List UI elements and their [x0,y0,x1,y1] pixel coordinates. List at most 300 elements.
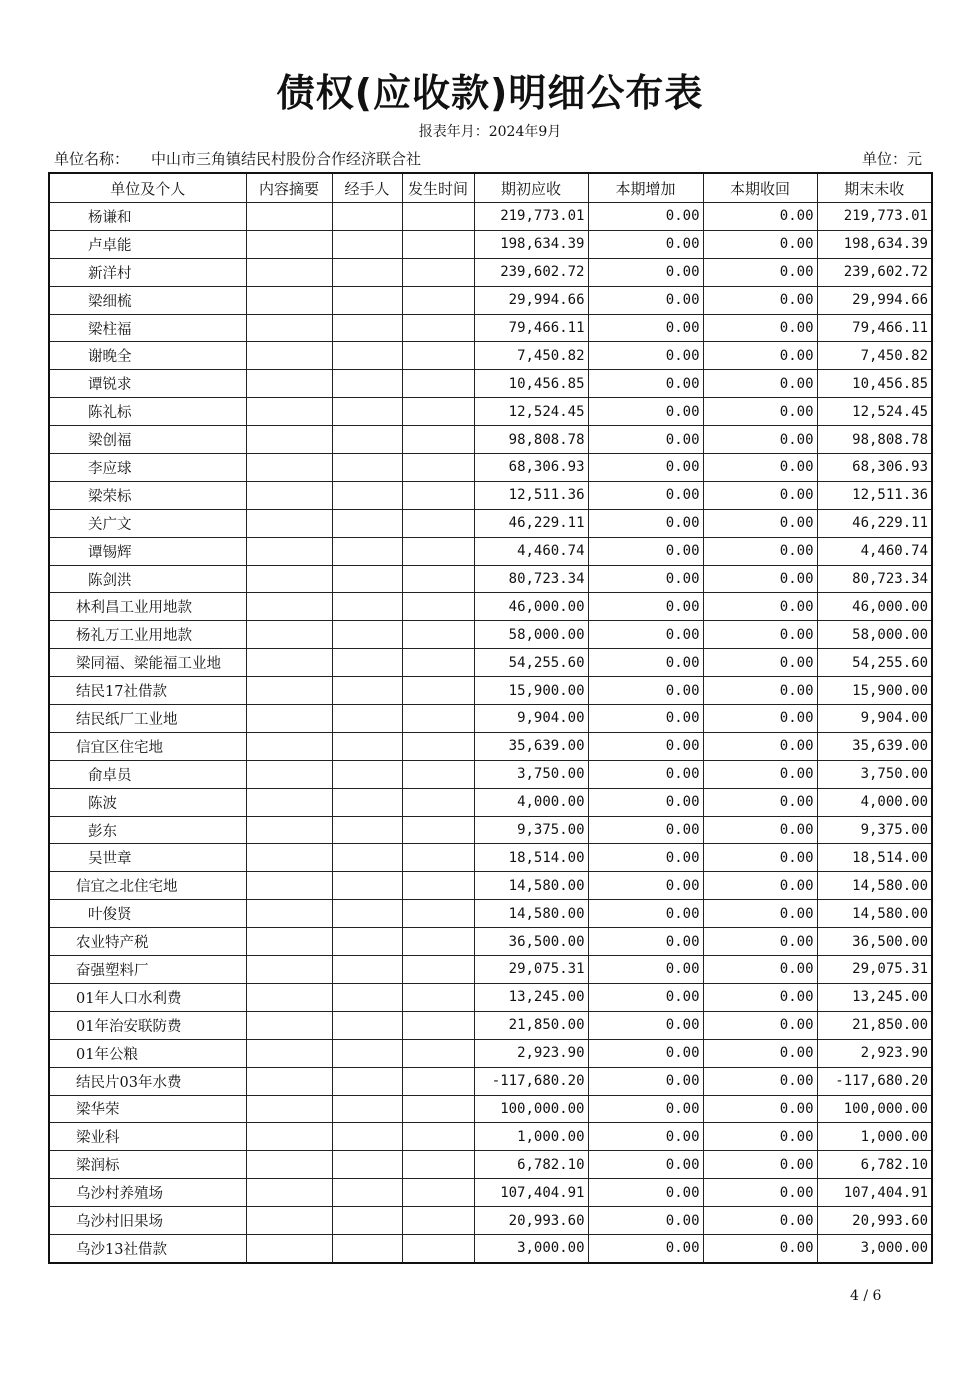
cell-handler [332,342,402,370]
cell-recovered: 0.00 [703,509,817,537]
cell-date [402,928,474,956]
cell-recovered: 0.00 [703,1123,817,1151]
cell-recovered: 0.00 [703,1039,817,1067]
cell-entity: 结民片03年水费 [49,1067,246,1095]
cell-increase: 0.00 [588,1011,703,1039]
cell-handler [332,565,402,593]
cell-handler [332,509,402,537]
cell-closing: 79,466.11 [817,314,932,342]
cell-entity: 梁细梳 [49,286,246,314]
cell-entity: 01年公粮 [49,1039,246,1067]
table-row [49,705,932,733]
col-header-summary: 内容摘要 [246,173,332,203]
cell-increase: 0.00 [588,509,703,537]
cell-entity: 谭锡辉 [49,537,246,565]
cell-opening: 46,229.11 [474,509,588,537]
cell-entity: 农业特产税 [49,928,246,956]
cell-date [402,203,474,231]
cell-date [402,621,474,649]
cell-opening: 13,245.00 [474,983,588,1011]
cell-recovered: 0.00 [703,1179,817,1207]
cell-handler [332,956,402,984]
cell-summary [246,565,332,593]
cell-opening: 68,306.93 [474,454,588,482]
cell-opening: 100,000.00 [474,1095,588,1123]
cell-entity: 奋强塑料厂 [49,956,246,984]
cell-date [402,844,474,872]
cell-date [402,1151,474,1179]
cell-date [402,258,474,286]
cell-opening: 7,450.82 [474,342,588,370]
table-row [49,537,932,565]
cell-increase: 0.00 [588,900,703,928]
cell-increase: 0.00 [588,677,703,705]
cell-summary [246,314,332,342]
cell-handler [332,677,402,705]
cell-recovered: 0.00 [703,956,817,984]
cell-recovered: 0.00 [703,1067,817,1095]
cell-increase: 0.00 [588,621,703,649]
cell-closing: 12,511.36 [817,481,932,509]
unit-name: 中山市三角镇结民村股份合作经济联合社 [151,150,422,168]
table-row [49,1207,932,1235]
cell-recovered: 0.00 [703,649,817,677]
table-row [49,398,932,426]
cell-increase: 0.00 [588,398,703,426]
cell-entity: 吴世章 [49,844,246,872]
cell-increase: 0.00 [588,760,703,788]
cell-summary [246,760,332,788]
cell-opening: 3,000.00 [474,1234,588,1262]
cell-opening: 29,994.66 [474,286,588,314]
cell-handler [332,928,402,956]
cell-opening: 12,511.36 [474,481,588,509]
cell-closing: 107,404.91 [817,1179,932,1207]
cell-handler [332,481,402,509]
cell-handler [332,1067,402,1095]
cell-closing: 7,450.82 [817,342,932,370]
cell-date [402,1234,474,1262]
cell-recovered: 0.00 [703,1207,817,1235]
cell-opening: 21,850.00 [474,1011,588,1039]
cell-summary [246,844,332,872]
cell-closing: 68,306.93 [817,454,932,482]
cell-handler [332,872,402,900]
cell-closing: 9,375.00 [817,816,932,844]
cell-recovered: 0.00 [703,760,817,788]
cell-summary [246,230,332,258]
cell-date [402,872,474,900]
cell-increase: 0.00 [588,649,703,677]
table-row [49,481,932,509]
cell-closing: 58,000.00 [817,621,932,649]
table-row [49,649,932,677]
cell-date [402,314,474,342]
cell-increase: 0.00 [588,258,703,286]
cell-summary [246,1095,332,1123]
cell-date [402,900,474,928]
cell-recovered: 0.00 [703,844,817,872]
cell-date [402,732,474,760]
cell-entity: 信宜之北住宅地 [49,872,246,900]
cell-entity: 结民纸厂工业地 [49,705,246,733]
cell-date [402,983,474,1011]
table-row [49,844,932,872]
cell-summary [246,956,332,984]
cell-increase: 0.00 [588,537,703,565]
cell-recovered: 0.00 [703,286,817,314]
cell-entity: 结民17社借款 [49,677,246,705]
cell-opening: 35,639.00 [474,732,588,760]
cell-increase: 0.00 [588,203,703,231]
cell-opening: 79,466.11 [474,314,588,342]
cell-handler [332,314,402,342]
table-row [49,1095,932,1123]
table-row [49,286,932,314]
cell-summary [246,621,332,649]
table-row [49,370,932,398]
cell-handler [332,426,402,454]
cell-recovered: 0.00 [703,258,817,286]
cell-recovered: 0.00 [703,398,817,426]
cell-handler [332,370,402,398]
report-period: 报表年月：2024年9月 [418,124,562,140]
cell-entity: 关广文 [49,509,246,537]
cell-entity: 梁润标 [49,1151,246,1179]
cell-closing: 100,000.00 [817,1095,932,1123]
page-title: 债权(应收款)明细公布表 [276,71,704,115]
cell-opening: 9,904.00 [474,705,588,733]
cell-handler [332,788,402,816]
cell-increase: 0.00 [588,1234,703,1262]
cell-increase: 0.00 [588,454,703,482]
cell-opening: 219,773.01 [474,203,588,231]
cell-closing: 1,000.00 [817,1123,932,1151]
cell-summary [246,1067,332,1095]
receivables-table [48,172,933,1264]
cell-recovered: 0.00 [703,621,817,649]
cell-entity: 01年治安联防费 [49,1011,246,1039]
cell-recovered: 0.00 [703,872,817,900]
cell-handler [332,983,402,1011]
col-header-handler: 经手人 [332,173,402,203]
cell-closing: 29,994.66 [817,286,932,314]
cell-increase: 0.00 [588,1095,703,1123]
table-row [49,1039,932,1067]
cell-closing: 46,000.00 [817,593,932,621]
cell-entity: 信宜区住宅地 [49,732,246,760]
cell-summary [246,928,332,956]
cell-date [402,649,474,677]
cell-summary [246,593,332,621]
cell-handler [332,286,402,314]
table-row [49,816,932,844]
table-row [49,1234,932,1262]
cell-recovered: 0.00 [703,454,817,482]
cell-increase: 0.00 [588,705,703,733]
cell-closing: 15,900.00 [817,677,932,705]
cell-date [402,286,474,314]
table-row [49,454,932,482]
cell-handler [332,705,402,733]
cell-recovered: 0.00 [703,481,817,509]
cell-handler [332,900,402,928]
cell-opening: 107,404.91 [474,1179,588,1207]
cell-handler [332,1095,402,1123]
cell-opening: 198,634.39 [474,230,588,258]
cell-closing: 219,773.01 [817,203,932,231]
cell-summary [246,1179,332,1207]
cell-summary [246,677,332,705]
table-row [49,900,932,928]
cell-summary [246,1011,332,1039]
cell-entity: 梁荣标 [49,481,246,509]
unit-info [54,148,421,169]
cell-closing: 14,580.00 [817,900,932,928]
table-row [49,788,932,816]
table-row [49,1123,932,1151]
cell-increase: 0.00 [588,481,703,509]
cell-summary [246,1123,332,1151]
cell-handler [332,1011,402,1039]
cell-opening: 2,923.90 [474,1039,588,1067]
cell-recovered: 0.00 [703,816,817,844]
cell-handler [332,732,402,760]
cell-opening: 29,075.31 [474,956,588,984]
cell-entity: 梁同福、梁能福工业地 [49,649,246,677]
cell-recovered: 0.00 [703,983,817,1011]
cell-handler [332,537,402,565]
cell-opening: 54,255.60 [474,649,588,677]
cell-summary [246,537,332,565]
cell-date [402,788,474,816]
cell-closing: 12,524.45 [817,398,932,426]
cell-entity: 乌沙13社借款 [49,1234,246,1262]
cell-summary [246,454,332,482]
cell-closing: 3,750.00 [817,760,932,788]
cell-opening: 18,514.00 [474,844,588,872]
cell-date [402,537,474,565]
table-header-row [49,173,932,203]
cell-date [402,1123,474,1151]
cell-date [402,230,474,258]
table-row [49,1151,932,1179]
cell-entity: 乌沙村养殖场 [49,1179,246,1207]
cell-summary [246,203,332,231]
cell-increase: 0.00 [588,844,703,872]
cell-opening: 15,900.00 [474,677,588,705]
cell-recovered: 0.00 [703,203,817,231]
cell-increase: 0.00 [588,1039,703,1067]
cell-summary [246,649,332,677]
cell-handler [332,1039,402,1067]
cell-date [402,956,474,984]
cell-summary [246,1207,332,1235]
cell-opening: 20,993.60 [474,1207,588,1235]
cell-opening: 6,782.10 [474,1151,588,1179]
table-row [49,983,932,1011]
cell-summary [246,509,332,537]
cell-entity: 叶俊贤 [49,900,246,928]
cell-date [402,454,474,482]
cell-recovered: 0.00 [703,1011,817,1039]
cell-summary [246,872,332,900]
cell-date [402,1179,474,1207]
cell-handler [332,230,402,258]
cell-recovered: 0.00 [703,677,817,705]
cell-date [402,1095,474,1123]
cell-closing: 20,993.60 [817,1207,932,1235]
cell-date [402,1207,474,1235]
cell-entity: 陈波 [49,788,246,816]
table-row [49,928,932,956]
cell-recovered: 0.00 [703,314,817,342]
cell-entity: 陈礼标 [49,398,246,426]
cell-recovered: 0.00 [703,705,817,733]
col-header-closing: 期末未收 [817,173,932,203]
cell-increase: 0.00 [588,983,703,1011]
cell-closing: 2,923.90 [817,1039,932,1067]
cell-closing: 14,580.00 [817,872,932,900]
cell-opening: 12,524.45 [474,398,588,426]
cell-closing: 13,245.00 [817,983,932,1011]
cell-recovered: 0.00 [703,1095,817,1123]
cell-date [402,509,474,537]
cell-summary [246,816,332,844]
cell-entity: 新洋村 [49,258,246,286]
cell-recovered: 0.00 [703,928,817,956]
cell-summary [246,983,332,1011]
cell-entity: 梁柱福 [49,314,246,342]
cell-date [402,426,474,454]
cell-entity: 梁业科 [49,1123,246,1151]
cell-date [402,398,474,426]
table-row [49,872,932,900]
cell-closing: 21,850.00 [817,1011,932,1039]
cell-entity: 李应球 [49,454,246,482]
cell-summary [246,370,332,398]
cell-increase: 0.00 [588,230,703,258]
cell-recovered: 0.00 [703,565,817,593]
cell-entity: 杨礼万工业用地款 [49,621,246,649]
cell-summary [246,705,332,733]
cell-increase: 0.00 [588,816,703,844]
cell-closing: 18,514.00 [817,844,932,872]
cell-closing: 3,000.00 [817,1234,932,1262]
cell-handler [332,844,402,872]
cell-closing: 239,602.72 [817,258,932,286]
cell-recovered: 0.00 [703,1151,817,1179]
table-row [49,203,932,231]
cell-recovered: 0.00 [703,788,817,816]
table-row [49,1179,932,1207]
cell-opening: 58,000.00 [474,621,588,649]
cell-summary [246,342,332,370]
cell-opening: 4,000.00 [474,788,588,816]
cell-entity: 梁创福 [49,426,246,454]
cell-increase: 0.00 [588,1151,703,1179]
cell-increase: 0.00 [588,928,703,956]
table-row [49,258,932,286]
cell-handler [332,593,402,621]
table-row [49,426,932,454]
cell-closing: 46,229.11 [817,509,932,537]
cell-closing: 9,904.00 [817,705,932,733]
cell-closing: 98,808.78 [817,426,932,454]
cell-opening: 239,602.72 [474,258,588,286]
cell-increase: 0.00 [588,788,703,816]
cell-summary [246,900,332,928]
cell-entity: 俞卓员 [49,760,246,788]
cell-date [402,760,474,788]
cell-date [402,705,474,733]
cell-summary [246,788,332,816]
cell-handler [332,398,402,426]
cell-date [402,816,474,844]
cell-handler [332,816,402,844]
cell-increase: 0.00 [588,426,703,454]
cell-summary [246,732,332,760]
cell-date [402,342,474,370]
cell-summary [246,426,332,454]
cell-opening: 14,580.00 [474,900,588,928]
table-row [49,677,932,705]
cell-closing: -117,680.20 [817,1067,932,1095]
cell-closing: 36,500.00 [817,928,932,956]
cell-increase: 0.00 [588,872,703,900]
cell-date [402,370,474,398]
cell-recovered: 0.00 [703,537,817,565]
cell-increase: 0.00 [588,732,703,760]
table-row [49,230,932,258]
cell-opening: -117,680.20 [474,1067,588,1095]
table-row [49,593,932,621]
cell-date [402,565,474,593]
cell-increase: 0.00 [588,1123,703,1151]
cell-handler [332,454,402,482]
cell-recovered: 0.00 [703,370,817,398]
cell-recovered: 0.00 [703,342,817,370]
cell-handler [332,1151,402,1179]
table-row [49,314,932,342]
cell-increase: 0.00 [588,314,703,342]
cell-entity: 谢晚全 [49,342,246,370]
cell-opening: 36,500.00 [474,928,588,956]
cell-increase: 0.00 [588,286,703,314]
cell-closing: 54,255.60 [817,649,932,677]
cell-date [402,1039,474,1067]
cell-handler [332,1234,402,1262]
cell-opening: 14,580.00 [474,872,588,900]
cell-date [402,593,474,621]
cell-opening: 10,456.85 [474,370,588,398]
cell-entity: 乌沙村旧果场 [49,1207,246,1235]
cell-increase: 0.00 [588,565,703,593]
table-row [49,509,932,537]
unit-label: 单位名称： [54,150,130,168]
cell-date [402,1067,474,1095]
cell-handler [332,258,402,286]
cell-entity: 梁华荣 [49,1095,246,1123]
cell-increase: 0.00 [588,370,703,398]
table-row [49,342,932,370]
cell-opening: 80,723.34 [474,565,588,593]
cell-summary [246,286,332,314]
col-header-entity: 单位及个人 [49,173,246,203]
col-header-date: 发生时间 [402,173,474,203]
cell-opening: 1,000.00 [474,1123,588,1151]
cell-entity: 杨谦和 [49,203,246,231]
